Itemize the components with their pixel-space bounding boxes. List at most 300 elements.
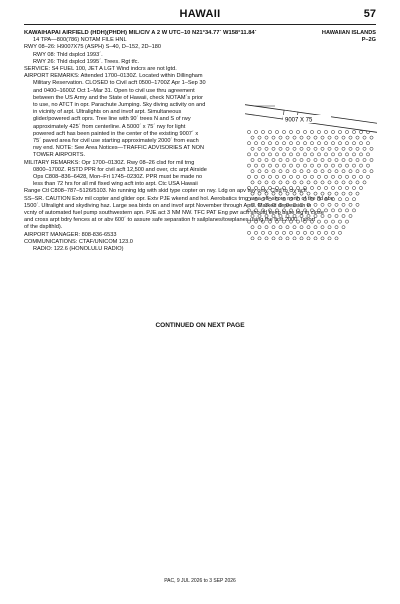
airport-manager: AIRPORT MANAGER: 808-836-6533 [24, 231, 117, 238]
tree-symbol [324, 231, 327, 234]
tree-symbol [286, 203, 289, 206]
tree-symbol [289, 153, 292, 156]
tree-symbol [275, 231, 278, 234]
tree-symbol [251, 147, 254, 150]
tree-symbol [345, 220, 348, 223]
tree-symbol [272, 170, 275, 173]
tree-symbol [310, 209, 313, 212]
tree-symbol [254, 175, 257, 178]
tree-symbol [338, 186, 341, 189]
tree-symbol [338, 175, 341, 178]
tree-symbol [261, 142, 264, 145]
tree-symbol [247, 164, 250, 167]
tree-symbol [321, 226, 324, 229]
tree-symbol [279, 203, 282, 206]
tree-symbol [254, 130, 257, 133]
remark-line: TOWER AIRPORTS. [33, 152, 86, 159]
tree-symbol [338, 231, 341, 234]
footer: PAC, 9 JUL 2026 to 3 SEP 2026 [164, 578, 236, 584]
remark-line: Range Ctl C808–787–5126/5103. No running ldg with skid type copter on rwy. Ldg on apv twy only. Clsd to civ acft [24, 188, 307, 195]
tree-symbol [303, 198, 306, 201]
remark-line: 1500´. Ultralight and skydiving haz. Large sea birds on and invof arpt November through April. Marked depression in [24, 202, 312, 209]
tree-symbol [286, 170, 289, 173]
tree-symbol [279, 237, 282, 240]
tree-symbol [317, 142, 320, 145]
tree-symbol [331, 130, 334, 133]
tree-symbol [286, 226, 289, 229]
tree-symbol [314, 192, 317, 195]
tree-symbol [331, 231, 334, 234]
service-line: SERVICE: S4 FUEL 100, JET A LGT Wind indcrs are not lgtd. [24, 66, 177, 73]
tree-symbol [307, 226, 310, 229]
tree-symbol [307, 203, 310, 206]
tree-symbol [265, 170, 268, 173]
tree-symbol [363, 170, 366, 173]
tree-symbol [282, 164, 285, 167]
tree-symbol [363, 158, 366, 161]
tree-symbol [247, 142, 250, 145]
tree-symbol [324, 130, 327, 133]
tree-symbol [258, 237, 261, 240]
tree-symbol [345, 130, 348, 133]
tree-symbol [300, 170, 303, 173]
tree-symbol [300, 237, 303, 240]
tree-symbol [349, 203, 352, 206]
tree-symbol [265, 147, 268, 150]
tree-symbol [349, 214, 352, 217]
tree-symbol [310, 130, 313, 133]
tree-symbol [359, 175, 362, 178]
tree-symbol [366, 175, 369, 178]
tree-symbol [279, 226, 282, 229]
tree-symbol [345, 153, 348, 156]
tree-symbol [247, 153, 250, 156]
tree-symbol [300, 192, 303, 195]
tree-symbol [272, 203, 275, 206]
tree-symbol [324, 198, 327, 201]
tree-symbol [314, 203, 317, 206]
tree-symbol [293, 170, 296, 173]
tree-symbol [275, 153, 278, 156]
tree-symbol [296, 164, 299, 167]
tree-symbol [258, 170, 261, 173]
tree-symbol [265, 203, 268, 206]
tree-symbol [251, 214, 254, 217]
tree-symbol [261, 220, 264, 223]
communications: COMMUNICATIONS: CTAF/UNICOM 123.0 [24, 238, 133, 245]
tree-symbol [321, 170, 324, 173]
tree-symbol [254, 209, 257, 212]
remark-line: approximately 425´ from centerline. A 5000´ x 75´ rwy for light [33, 123, 186, 130]
tree-symbol [293, 181, 296, 184]
tree-symbol [293, 214, 296, 217]
tree-symbol [282, 186, 285, 189]
tree-symbol [254, 153, 257, 156]
tree-symbol [335, 170, 338, 173]
tree-symbol [338, 220, 341, 223]
tree-symbol [275, 186, 278, 189]
tree-symbol [370, 136, 373, 139]
tree-symbol [272, 147, 275, 150]
tree-symbol [342, 170, 345, 173]
tree-symbol [296, 198, 299, 201]
tree-symbol [272, 237, 275, 240]
remark-line: AIRPORT REMARKS: Attended 1700–0130Z. Located within Dillingham [24, 73, 203, 80]
tree-symbol [258, 181, 261, 184]
tree-symbol [296, 209, 299, 212]
tree-symbol [254, 186, 257, 189]
tree-symbol [279, 170, 282, 173]
tree-symbol [324, 220, 327, 223]
tree-symbol [328, 181, 331, 184]
tree-symbol [310, 164, 313, 167]
remark-line: in vicinity of arpt. Ultralights on and invof arpt. Simultaneous [33, 109, 182, 116]
tree-symbol [321, 158, 324, 161]
tree-symbol [366, 153, 369, 156]
tree-symbol [342, 136, 345, 139]
tree-symbol [268, 175, 271, 178]
tree-symbol [352, 186, 355, 189]
tree-symbol [345, 164, 348, 167]
tree-symbol [356, 181, 359, 184]
tree-symbol [275, 142, 278, 145]
tree-symbol [268, 142, 271, 145]
tree-symbol [293, 158, 296, 161]
tree-symbol [349, 181, 352, 184]
remark-line: and cross arpt bdry fences at or abv 600´ to assure safe separation fr sailplanes/towplanes using the first 2000´ (short [24, 217, 316, 224]
tree-symbol [328, 158, 331, 161]
tree-symbol [296, 130, 299, 133]
tree-symbol [321, 214, 324, 217]
tree-symbol [317, 220, 320, 223]
tree-symbol [307, 192, 310, 195]
tree-symbol [310, 186, 313, 189]
tree-symbol [268, 130, 271, 133]
tree-symbol [321, 192, 324, 195]
tree-symbol [338, 130, 341, 133]
tree-symbol [272, 158, 275, 161]
tree-symbol [289, 209, 292, 212]
tree-symbol [352, 164, 355, 167]
tree-symbol [349, 192, 352, 195]
tree-symbol [261, 175, 264, 178]
tree-symbol [272, 226, 275, 229]
tree-symbol [321, 136, 324, 139]
tree-symbol [356, 158, 359, 161]
tree-symbol [275, 175, 278, 178]
tree-symbol [275, 130, 278, 133]
tree-symbol [314, 226, 317, 229]
tree-symbol [363, 181, 366, 184]
tree-symbol [265, 226, 268, 229]
remark-line: 75´ paved area for civil use starting approximately 2000´ from each [33, 138, 199, 145]
tree-symbol [317, 164, 320, 167]
remark-line: MILITARY REMARKS: Opr 1700–0130Z. Rwy 08–26 clsd for mil trng [24, 159, 195, 166]
tree-symbol [258, 192, 261, 195]
tree-symbol [321, 147, 324, 150]
tree-symbol [300, 226, 303, 229]
tree-symbol [247, 231, 250, 234]
tree-symbol [300, 214, 303, 217]
tree-symbol [331, 209, 334, 212]
tree-symbol [356, 136, 359, 139]
tree-symbol [310, 198, 313, 201]
tree-symbol [251, 136, 254, 139]
tree-symbol [303, 153, 306, 156]
tree-symbol [293, 237, 296, 240]
tree-symbol [331, 164, 334, 167]
tree-symbol [345, 186, 348, 189]
tree-symbol [307, 136, 310, 139]
tree-symbol [331, 153, 334, 156]
tree-symbol [310, 175, 313, 178]
tree-symbol [321, 181, 324, 184]
tree-symbol [314, 170, 317, 173]
tree-symbol [296, 175, 299, 178]
runway-label: 9007 X 75 [285, 117, 313, 124]
tree-symbol [265, 158, 268, 161]
tree-symbol [296, 153, 299, 156]
tree-symbol [275, 198, 278, 201]
tree-symbol [251, 226, 254, 229]
tree-symbol [286, 192, 289, 195]
remark-line: 0800–1700Z. RSTD PPR for civil acft 12,500 and over, ctc arpt Airside [33, 166, 207, 173]
tree-symbol [289, 231, 292, 234]
tree-symbol [307, 147, 310, 150]
tree-symbol [363, 136, 366, 139]
state-title: HAWAII [179, 8, 221, 20]
tree-symbol [265, 192, 268, 195]
header-rule [24, 24, 376, 25]
tree-symbol [359, 153, 362, 156]
tree-symbol [303, 164, 306, 167]
tree-symbol [303, 231, 306, 234]
tree-symbol [275, 164, 278, 167]
tree-symbol [282, 231, 285, 234]
tree-symbol [331, 198, 334, 201]
tree-symbol [296, 142, 299, 145]
tree-symbol [300, 181, 303, 184]
tree-symbol [261, 209, 264, 212]
tree-symbol [314, 158, 317, 161]
page-header [24, 8, 376, 24]
tree-symbol [261, 198, 264, 201]
tree-symbol [258, 203, 261, 206]
tree-symbol [328, 203, 331, 206]
remark-line: and 0400–1600Z Oct 1–Mar 31. Open to civil use thru agreement [33, 87, 195, 94]
tree-symbol [338, 198, 341, 201]
tree-symbol [342, 181, 345, 184]
tree-symbol [300, 147, 303, 150]
tree-symbol [289, 175, 292, 178]
tree-symbol [289, 220, 292, 223]
tree-symbol [370, 147, 373, 150]
tree-symbol [286, 158, 289, 161]
tree-symbol [251, 203, 254, 206]
tree-symbol [254, 198, 257, 201]
tree-symbol [293, 226, 296, 229]
tree-symbol [282, 130, 285, 133]
tree-symbol [300, 203, 303, 206]
tree-symbol [352, 142, 355, 145]
tree-symbol [356, 203, 359, 206]
tree-symbol [289, 164, 292, 167]
tree-symbol [345, 175, 348, 178]
tree-symbol [282, 220, 285, 223]
tree-symbol [303, 186, 306, 189]
tree-symbol [314, 147, 317, 150]
tree-symbol [286, 214, 289, 217]
tree-symbol [289, 198, 292, 201]
tree-symbol [265, 237, 268, 240]
tree-symbol [261, 231, 264, 234]
tree-symbol [300, 158, 303, 161]
tree-symbol [254, 231, 257, 234]
tree-symbol [335, 203, 338, 206]
tree-symbol [317, 175, 320, 178]
remark-line: Ops C808–836–6428, Mon–Fri 1745–0230Z. PPR must be made no [33, 174, 203, 181]
tree-symbol [335, 214, 338, 217]
remark-line: less than 72 hrs for all mil fixed wing acft into arpt. Ctc USA Hawaii [33, 181, 198, 188]
tree-symbol [349, 147, 352, 150]
tree-symbol [370, 170, 373, 173]
tree-symbol [268, 186, 271, 189]
chart-ref: P–2G [361, 37, 376, 44]
tree-symbol [272, 136, 275, 139]
page-number: 57 [363, 8, 376, 20]
remark-line: glider/powered acft oprs. Tree line with 90´ trees N and S of rwy [33, 116, 191, 123]
tree-symbol [289, 142, 292, 145]
tree-symbol [247, 186, 250, 189]
tree-symbol [258, 158, 261, 161]
tree-symbol [293, 136, 296, 139]
tree-symbol [282, 198, 285, 201]
tree-symbol [268, 209, 271, 212]
radio: RADIO: 122.6 (HONOLULU RADIO) [33, 246, 124, 253]
tree-symbol [307, 214, 310, 217]
tree-symbol [286, 181, 289, 184]
tree-symbol [279, 136, 282, 139]
tree-symbol [310, 142, 313, 145]
remark-line: between the US Army and the State of Hawaii, check NOTAM´s prior [33, 94, 203, 101]
tree-symbol [265, 214, 268, 217]
tree-symbol [335, 226, 338, 229]
tree-symbol [345, 142, 348, 145]
tree-symbol [317, 231, 320, 234]
tree-symbol [251, 158, 254, 161]
remark-line: SS–SR. CAUTION Extv mil copter and glider opr. Extv PJE wkend and hol. Aerobatics trng area off–shore north of the fld abv [24, 195, 334, 202]
tree-symbol [279, 214, 282, 217]
tree-symbol [324, 142, 327, 145]
tree-symbol [272, 181, 275, 184]
tree-symbol [324, 164, 327, 167]
tree-symbol [328, 237, 331, 240]
tree-symbol [296, 220, 299, 223]
tree-symbol [310, 220, 313, 223]
tree-symbol [359, 142, 362, 145]
tree-symbol [328, 136, 331, 139]
tree-symbol [338, 153, 341, 156]
tree-symbol [366, 142, 369, 145]
tree-symbol [307, 158, 310, 161]
tree-symbol [286, 237, 289, 240]
tree-symbol [328, 214, 331, 217]
tree-symbol [328, 226, 331, 229]
tree-symbol [247, 175, 250, 178]
tree-symbol [345, 198, 348, 201]
tree-symbol [331, 186, 334, 189]
tree-symbol [289, 186, 292, 189]
tree-symbol [247, 198, 250, 201]
tree-symbol [268, 220, 271, 223]
tree-symbol [303, 209, 306, 212]
tree-symbol [251, 181, 254, 184]
tree-symbol [286, 136, 289, 139]
tree-symbol [331, 220, 334, 223]
tree-symbol [342, 192, 345, 195]
tree-symbol [265, 181, 268, 184]
tree-symbol [258, 226, 261, 229]
tree-symbol [307, 181, 310, 184]
tree-symbol [328, 147, 331, 150]
tree-symbol [331, 175, 334, 178]
tree-symbol [352, 153, 355, 156]
tree-symbol [268, 231, 271, 234]
tree-symbol [307, 170, 310, 173]
tree-symbol [254, 220, 257, 223]
tree-symbol [279, 181, 282, 184]
tree-symbol [324, 186, 327, 189]
airport-diagram [245, 100, 377, 240]
tree-symbol [342, 147, 345, 150]
tree-symbol [307, 237, 310, 240]
tree-symbol [349, 158, 352, 161]
runway-end-26: RWY 26: Thld dsplcd 1995´. Trees. Rgt tfc. [33, 58, 140, 65]
tree-symbol [345, 209, 348, 212]
tree-symbol [349, 136, 352, 139]
remark-line: to use, no ATCT in opr. Parachute Jumping. Sky diving activity on and [33, 102, 206, 109]
tree-symbol [335, 192, 338, 195]
tree-symbol [268, 198, 271, 201]
tree-symbol [317, 209, 320, 212]
tree-symbol [370, 158, 373, 161]
tree-symbol [328, 170, 331, 173]
tree-symbol [282, 142, 285, 145]
tree-symbol [258, 214, 261, 217]
tree-symbol [293, 192, 296, 195]
tree-symbol [310, 231, 313, 234]
tree-symbol [251, 237, 254, 240]
tree-symbol [247, 220, 250, 223]
continued-note: CONTINUED ON NEXT PAGE [155, 322, 245, 329]
tree-symbol [265, 136, 268, 139]
tree-symbol [356, 192, 359, 195]
remark-line: powered acft has been painted in the center of the existing 9007´ x [33, 130, 199, 137]
tree-symbol [359, 130, 362, 133]
tree-symbol [261, 153, 264, 156]
tree-symbol [352, 130, 355, 133]
tree-symbol [254, 164, 257, 167]
remark-line: rwy end. NOTE: See Area Notices—TRAFFIC ADVISORIES AT NON [33, 145, 205, 152]
tree-symbol [258, 136, 261, 139]
tree-symbol [342, 203, 345, 206]
tree-symbol [251, 170, 254, 173]
tree-symbol [356, 170, 359, 173]
runway-end-08: RWY 08: Thld dsplcd 1993´. [33, 51, 103, 58]
tree-symbol [335, 237, 338, 240]
tree-symbol [314, 136, 317, 139]
tree-symbol [300, 136, 303, 139]
